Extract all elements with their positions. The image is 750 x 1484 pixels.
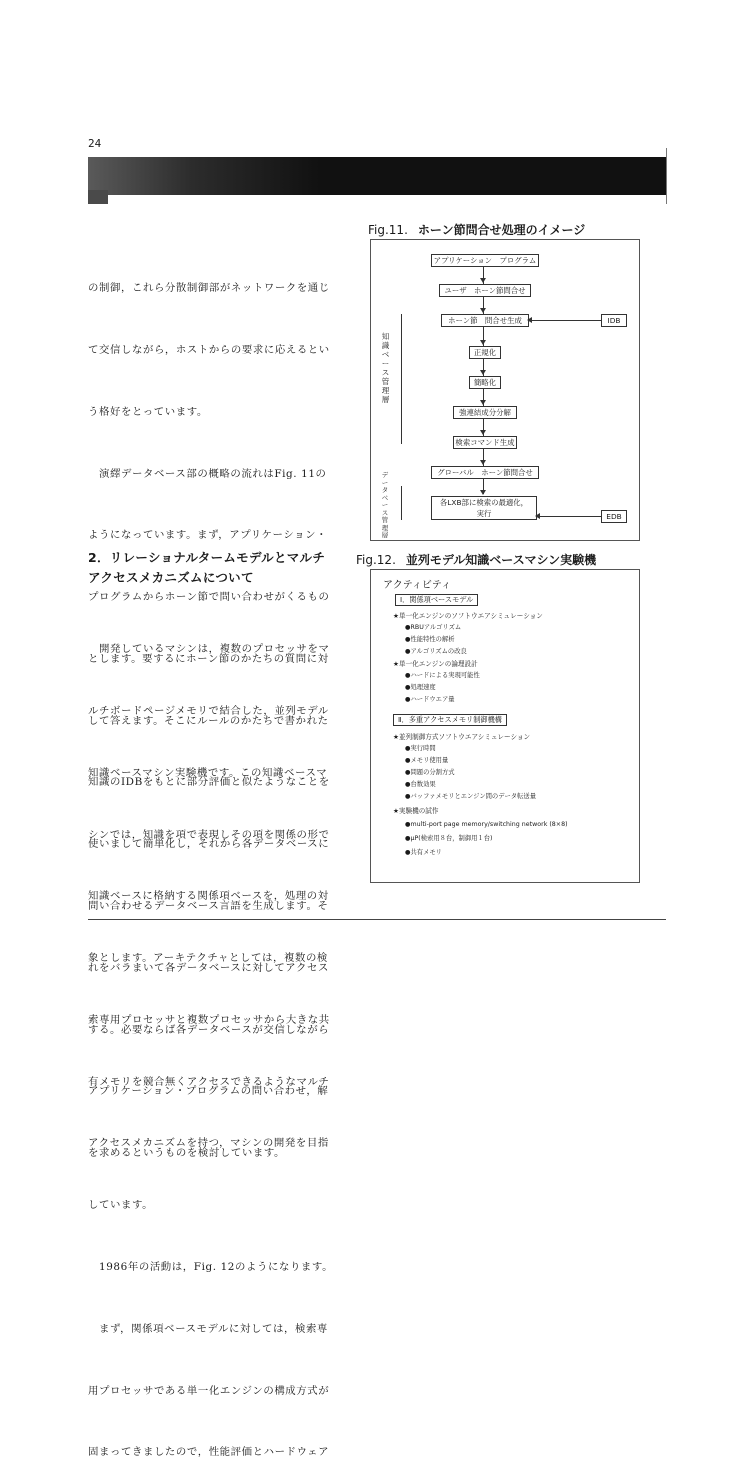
kb-layer-range — [401, 314, 402, 444]
text-line: 索専用プロセッサと複数プロセッサから大きな共 — [88, 1013, 330, 1026]
db-layer-range — [401, 486, 402, 520]
activity-subitem: ●アルゴリズムの改良 — [405, 648, 467, 655]
idb-arrow — [527, 317, 532, 323]
text-line: 用プロセッサである単一化エンジンの構成方式が — [88, 1384, 330, 1397]
text-line: しています。 — [88, 1199, 154, 1212]
flow-arrow — [480, 430, 486, 435]
fig12-title: 並列モデル知識ベースマシン実験機 — [405, 553, 597, 567]
activity-subitem: ●問題の分割方式 — [405, 769, 455, 776]
page-number: 24 — [88, 137, 102, 150]
activity-subitem: ●multi-port page memory/switching network (8×8) — [405, 821, 568, 828]
fig12-caption — [356, 551, 596, 568]
activity-subitem: ●実行時間 — [405, 745, 436, 752]
activity-subitem: ●ハードによる実現可能性 — [405, 672, 480, 679]
activity-subitem: ●RBUアルゴリズム — [405, 624, 462, 631]
text-line: 知識のIDBをもとに部分評価と似たようなことを — [88, 776, 330, 789]
section1-label: Ⅰ．関係項ベースモデル — [395, 594, 478, 606]
idb-connector — [528, 320, 601, 321]
footer-rule — [88, 919, 666, 920]
box-scc-decompose: 強連結成分分解 — [453, 406, 517, 419]
box-user-horn-query: ユーザ ホーン節問合せ — [439, 284, 531, 297]
text-line: う格好をとっています。 — [88, 405, 208, 418]
text-line: アプリケーション・プログラムの問い合わせ，解 — [88, 1085, 329, 1098]
edb-arrow — [535, 513, 540, 519]
kb-layer-label: 知 識 ベ ー ス 管 理 層 — [381, 332, 390, 404]
section-heading: 2．リレーショナルタームモデルとマルチ アクセスメカニズムについて — [88, 550, 326, 585]
activity-item: ★単一化エンジンの論理設計 — [393, 660, 478, 668]
text-line: 演繹データベース部の概略の流れはFig. 11の — [88, 467, 327, 480]
box-idb: IDB — [601, 314, 627, 327]
activity-subitem: ●μP(検索用８台，制御用１台) — [405, 835, 493, 842]
text-line: シンでは，知識を項で表現しその項を関係の形で — [88, 828, 330, 841]
activity-heading: アクティビティ — [383, 580, 452, 591]
activity-subitem: ●共有メモリ — [405, 849, 442, 856]
text-line: 開発しているマシンは，複数のプロセッサをマ — [88, 643, 330, 656]
activity-subitem: ●処理速度 — [405, 684, 436, 691]
text-line: とします。要するにホーン節のかたちの質問に対 — [88, 652, 329, 665]
box-simplify: 簡略化 — [469, 376, 501, 389]
fig11-title: ホーン節問合せ処理のイメージ — [417, 223, 586, 237]
fig12-label: Fig.12. — [356, 553, 396, 567]
text-line: まず，関係項ベースモデルに対しては，検索専 — [88, 1322, 328, 1335]
box-edb: EDB — [601, 510, 627, 523]
box-search-cmd-gen: 検索コマンド生成 — [453, 436, 517, 449]
activity-subitem: ●台数効果 — [405, 781, 436, 788]
fig11-flowchart — [370, 239, 640, 541]
header-band-tab — [88, 190, 108, 204]
db-layer-label: デ ー タ ベ ー ス 管 理 層 — [381, 471, 389, 539]
text-line: て交信しながら，ホストからの要求に応えるとい — [88, 343, 330, 356]
fig12-activity-box — [370, 569, 640, 883]
box-lxb-optimize: 各LXB部に検索の最適化， 実行 — [431, 496, 537, 520]
box-normalize: 正規化 — [469, 346, 501, 359]
text-line: プログラムからホーン節で問い合わせがくるもの — [88, 591, 330, 604]
body-paragraph-2 — [88, 598, 333, 1484]
text-line: 使いまして簡単化し，それから各データベースに — [88, 838, 330, 851]
flow-arrow — [480, 400, 486, 405]
section2-label: Ⅱ．多重アクセスメモリ制御機構 — [393, 714, 507, 726]
text-line: 有メモリを競合無くアクセスできるようなマルチ — [88, 1075, 330, 1088]
text-line: ルチボードページメモリで結合した，並列モデル — [88, 704, 329, 717]
fig11-caption — [368, 221, 585, 238]
header-band — [88, 157, 666, 195]
box-horn-query-gen: ホーン節 問合せ生成 — [441, 314, 529, 327]
text-line: の制御，これら分散制御部がネットワークを通じ — [88, 282, 330, 295]
fig11-label: Fig.11. — [368, 223, 408, 237]
edb-connector — [536, 516, 601, 517]
text-line: 1986年の活動は，Fig. 12のようになります。 — [88, 1261, 334, 1273]
activity-subitem: ●ハードウエア量 — [405, 696, 455, 703]
text-line: ようになっています。まず，アプリケーション・ — [88, 529, 328, 542]
flow-arrow — [480, 490, 486, 495]
flow-arrow — [480, 308, 486, 313]
box-global-horn-query: グローバル ホーン節問合せ — [431, 466, 539, 479]
flow-arrow — [480, 370, 486, 375]
text-line: れをバラまいて各データベースに対してアクセス — [88, 961, 329, 974]
flow-arrow — [480, 460, 486, 465]
text-line: する。必要ならば各データベースが交信しながら — [88, 1023, 330, 1036]
activity-subitem: ●メモリ使用量 — [405, 757, 449, 764]
text-line: アクセスメカニズムを持つ，マシンの開発を目指 — [88, 1137, 329, 1150]
activity-subitem: ●性能特性の解析 — [405, 636, 455, 643]
flow-arrow — [480, 340, 486, 345]
text-line: 知識ベースに格納する関係項ベースを，処理の対 — [88, 890, 329, 903]
activity-item: ★並列制御方式ソフトウエアシミュレーション — [393, 733, 531, 741]
text-line: して答えます。そこにルールのかたちで書かれた — [88, 714, 329, 727]
box-application-program: アプリケーション プログラム — [431, 254, 539, 267]
activity-item: ★実験機の試作 — [393, 807, 439, 815]
text-line: を求めるというものを検討しています。 — [88, 1147, 285, 1160]
header-rule — [666, 148, 667, 204]
text-line: 問い合わせるデータベース言語を生成します。そ — [88, 900, 329, 912]
flow-arrow — [480, 278, 486, 283]
activity-subitem: ●バッファメモリとエンジン間のデータ転送量 — [405, 793, 536, 800]
activity-item: ★単一化エンジンのソフトウエアシミュレーション — [393, 612, 543, 620]
text-line: 固まってきましたので，性能評価とハードウェア — [88, 1446, 330, 1459]
text-line: 知識ベースマシン実験機です。この知識ベースマ — [88, 766, 328, 779]
text-line: 象とします。アーキテクチャとしては，複数の検 — [88, 952, 328, 965]
